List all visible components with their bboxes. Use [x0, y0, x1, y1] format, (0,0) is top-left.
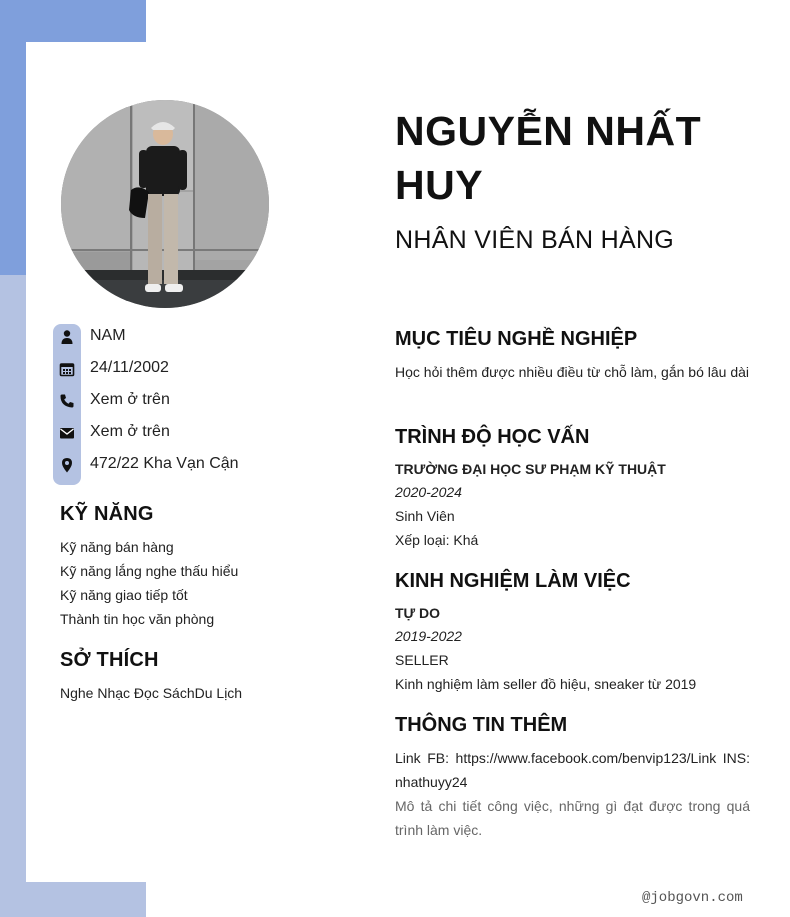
full-name: NGUYỄN NHẤT HUY: [395, 108, 702, 208]
contact-phone: [53, 390, 253, 412]
skills-heading: KỸ NĂNG: [60, 503, 154, 525]
education-role: Sinh Viên: [395, 508, 455, 524]
contact-gender: [53, 326, 253, 348]
skill-item: Kỹ năng lắng nghe thấu hiểu: [60, 563, 239, 579]
experience-company: TỰ DO: [395, 605, 441, 621]
skill-item: Thành tin học văn phòng: [60, 611, 215, 627]
experience-period: 2019-2022: [395, 628, 462, 644]
experience-position: SELLER: [395, 652, 449, 668]
education-heading: TRÌNH ĐỘ HỌC VẤN: [395, 426, 590, 448]
experience-description: Kinh nghiệm làm seller đồ hiệu, sneaker từ 2019: [395, 676, 697, 692]
skill-item: Kỹ năng giao tiếp tốt: [60, 587, 188, 603]
contact-birthday: [53, 358, 253, 380]
experience-heading: KINH NGHIỆM LÀM VIỆC: [395, 570, 631, 592]
additional-heading: THÔNG TIN THÊM: [395, 714, 568, 736]
objective-heading: MỤC TIÊU NGHỀ NGHIỆP: [395, 328, 638, 350]
hobbies-heading: SỞ THÍCH: [60, 649, 159, 671]
contact-address-text: 472/22 Kha Vạn Cận: [90, 455, 239, 472]
contact-address: [53, 454, 253, 476]
job-title: NHÂN VIÊN BÁN HÀNG: [395, 226, 675, 254]
contact-email-text: Xem ở trên: [90, 423, 170, 440]
mail-icon: [59, 425, 75, 441]
additional-links: Link FB: https://www.facebook.com/benvip123/Link INS: nhathuyy24: [395, 750, 750, 790]
contact-birthday-text: 24/11/2002: [90, 359, 169, 376]
contact-phone-text: Xem ở trên: [90, 391, 170, 408]
skill-item: Kỹ năng bán hàng: [60, 539, 174, 555]
person-icon: [59, 329, 75, 345]
location-pin-icon: [59, 457, 75, 473]
objective-text: Học hỏi thêm được nhiều điều từ chỗ làm, gắn bó lâu dài: [395, 364, 750, 380]
phone-icon: [59, 393, 75, 409]
contact-email: [53, 422, 253, 444]
contact-gender-text: NAM: [90, 327, 126, 344]
hobbies-text: Nghe Nhạc Đọc SáchDu Lịch: [60, 685, 243, 701]
education-school: TRƯỜNG ĐẠI HỌC SƯ PHẠM KỸ THUẬT: [395, 461, 666, 477]
profile-photo: [61, 100, 269, 308]
education-grade: Xếp loại: Khá: [395, 532, 479, 548]
calendar-icon: [59, 361, 75, 377]
watermark: @jobgovn.com: [642, 890, 743, 906]
additional-note: Mô tả chi tiết công việc, những gì đạt được trong quá trình làm việc.: [395, 798, 750, 838]
education-period: 2020-2024: [395, 484, 462, 500]
